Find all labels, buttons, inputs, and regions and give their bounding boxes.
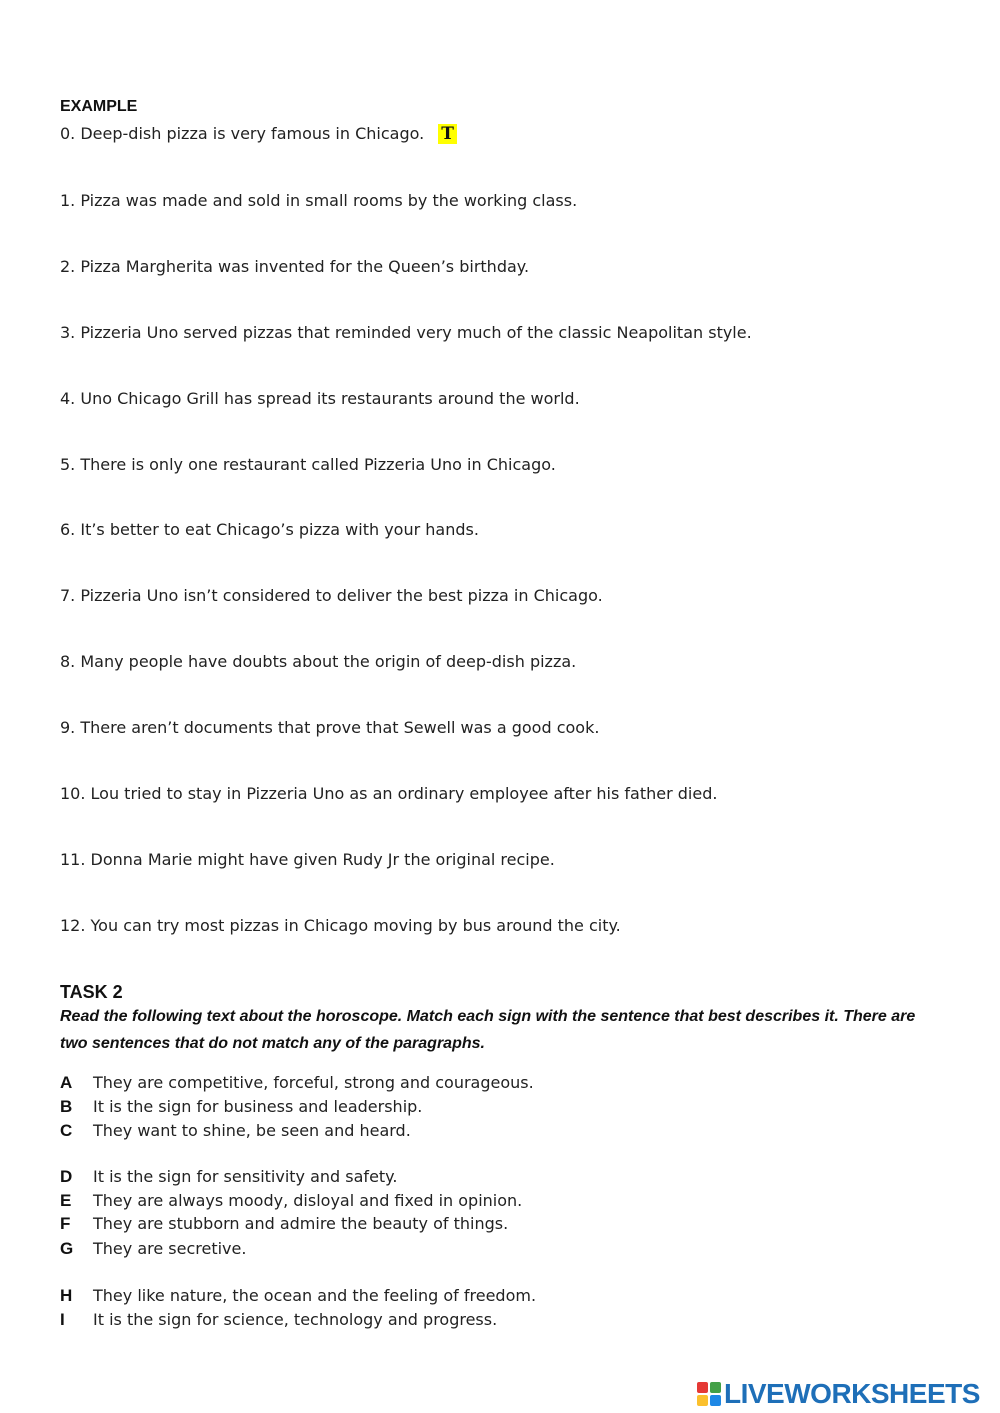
option-letter: F — [60, 1214, 71, 1233]
statement-12: 12. You can try most pizzas in Chicago moving by bus around the city. — [60, 916, 621, 935]
option-text: They are stubborn and admire the beauty of things. — [93, 1214, 509, 1233]
example-sentence-text: 0. Deep-dish pizza is very famous in Chicago. — [60, 124, 425, 143]
statement-9: 9. There aren’t documents that prove that Sewell was a good cook. — [60, 718, 600, 737]
statement-6: 6. It’s better to eat Chicago’s pizza with your hands. — [60, 520, 479, 539]
option-e — [60, 1191, 522, 1211]
statement-7: 7. Pizzeria Uno isn’t considered to deliver the best pizza in Chicago. — [60, 586, 603, 605]
option-text: They like nature, the ocean and the feeling of freedom. — [93, 1286, 537, 1305]
option-text: It is the sign for business and leadership. — [93, 1097, 423, 1116]
logo-square-green — [710, 1382, 721, 1393]
option-b — [60, 1097, 422, 1117]
statement-3: 3. Pizzeria Uno served pizzas that reminded very much of the classic Neapolitan style. — [60, 323, 752, 342]
logo-square-blue — [710, 1395, 721, 1406]
option-text: They are always moody, disloyal and fixed in opinion. — [93, 1191, 523, 1210]
logo-text: LIVEWORKSHEETS — [724, 1378, 980, 1409]
task-2-title: TASK 2 — [60, 982, 123, 1002]
liveworksheets-logo[interactable] — [697, 1378, 980, 1410]
liveworksheets-logo-icon — [697, 1382, 721, 1406]
option-h — [60, 1286, 536, 1306]
option-a — [60, 1073, 534, 1093]
option-letter: C — [60, 1121, 73, 1140]
option-i — [60, 1310, 497, 1330]
statement-2: 2. Pizza Margherita was invented for the Queen’s birthday. — [60, 257, 530, 276]
task-2-instruction: Read the following text about the horoscope. Match each sign with the sentence that best describes it. There are two sentences that do not match any of the paragraphs. — [60, 1008, 916, 1052]
option-letter: E — [60, 1191, 72, 1210]
statement-8: 8. Many people have doubts about the origin of deep-dish pizza. — [60, 652, 577, 671]
option-text: They want to shine, be seen and heard. — [93, 1121, 411, 1140]
option-letter: A — [60, 1073, 73, 1092]
example-sentence — [60, 124, 457, 144]
option-letter: I — [60, 1310, 65, 1329]
statement-1: 1. Pizza was made and sold in small rooms by the working class. — [60, 191, 578, 210]
option-text: It is the sign for sensitivity and safety. — [93, 1167, 398, 1186]
option-text: They are secretive. — [93, 1239, 247, 1258]
statement-4: 4. Uno Chicago Grill has spread its restaurants around the world. — [60, 389, 580, 408]
option-letter: B — [60, 1097, 73, 1116]
option-text: They are competitive, forceful, strong and courageous. — [93, 1073, 534, 1092]
logo-square-red — [697, 1382, 708, 1393]
example-heading: EXAMPLE — [60, 98, 138, 115]
option-d — [60, 1167, 397, 1187]
option-text: It is the sign for science, technology and progress. — [93, 1310, 498, 1329]
statement-5: 5. There is only one restaurant called Pizzeria Uno in Chicago. — [60, 455, 556, 474]
option-f — [60, 1214, 508, 1234]
logo-square-yellow — [697, 1395, 708, 1406]
option-c — [60, 1121, 411, 1141]
option-letter: D — [60, 1167, 73, 1186]
option-letter: H — [60, 1286, 73, 1305]
example-answer-highlight: T — [438, 124, 457, 144]
statement-11: 11. Donna Marie might have given Rudy Jr the original recipe. — [60, 850, 555, 869]
option-g — [60, 1239, 246, 1259]
option-letter: G — [60, 1239, 74, 1258]
statement-10: 10. Lou tried to stay in Pizzeria Uno as an ordinary employee after his father died. — [60, 784, 718, 803]
